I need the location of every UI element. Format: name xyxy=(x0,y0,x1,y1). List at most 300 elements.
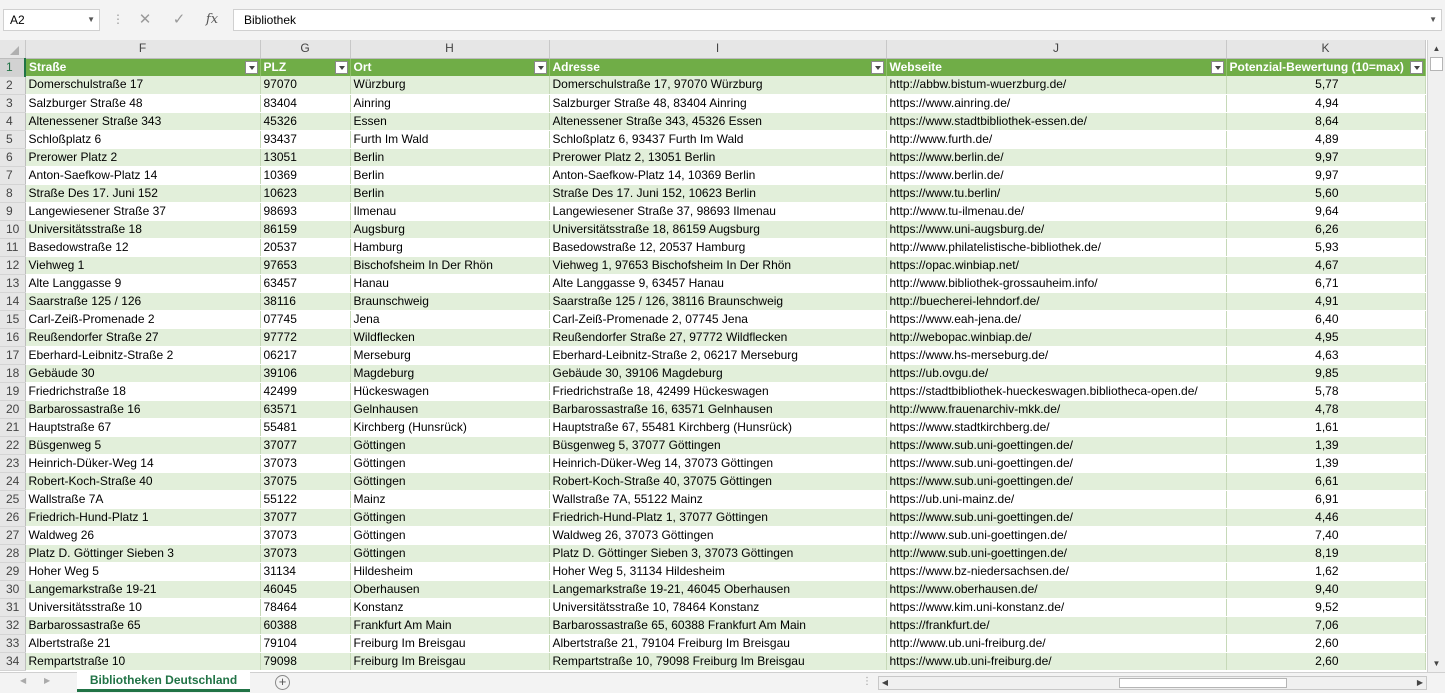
row-header[interactable]: 30 xyxy=(0,580,25,598)
cell-bewertung[interactable]: 7,40 xyxy=(1226,526,1425,544)
row-header[interactable]: 24 xyxy=(0,472,25,490)
table-row xyxy=(0,400,1425,418)
cell-plz[interactable]: 31134 xyxy=(260,562,350,580)
row-header[interactable]: 28 xyxy=(0,544,25,562)
cell-plz[interactable]: 37075 xyxy=(260,472,350,490)
table-row xyxy=(0,436,1425,454)
cell-webseite[interactable]: https://frankfurt.de/ xyxy=(886,616,1226,634)
cell-plz[interactable]: 37077 xyxy=(260,508,350,526)
header-label: Adresse xyxy=(552,59,600,74)
table-row xyxy=(0,130,1425,148)
column-header-g[interactable]: G xyxy=(260,40,350,58)
cell-ort[interactable]: Jena xyxy=(350,310,549,328)
table-row xyxy=(0,382,1425,400)
cell-adresse[interactable]: Anton-Saefkow-Platz 14, 10369 Berlin xyxy=(549,166,886,184)
cell-adresse[interactable]: Hoher Weg 5, 31134 Hildesheim xyxy=(549,562,886,580)
cell-strasse[interactable]: Friedrich-Hund-Platz 1 xyxy=(25,508,260,526)
cell-webseite[interactable]: https://stadtbibliothek-hueckeswagen.bibliotheca-open.de/ xyxy=(886,382,1226,400)
cell-webseite[interactable]: https://www.stadtkirchberg.de/ xyxy=(886,418,1226,436)
cell-ort[interactable]: Göttingen xyxy=(350,436,549,454)
cell-bewertung[interactable]: 4,46 xyxy=(1226,508,1425,526)
cell-plz[interactable]: 97070 xyxy=(260,76,350,94)
cell-plz[interactable]: 60388 xyxy=(260,616,350,634)
cell-ort[interactable]: Konstanz xyxy=(350,598,549,616)
add-sheet-icon[interactable]: + xyxy=(275,675,290,690)
cell-strasse[interactable]: Heinrich-Düker-Weg 14 xyxy=(25,454,260,472)
row-header[interactable]: 27 xyxy=(0,526,25,544)
cell-adresse[interactable]: Carl-Zeiß-Promenade 2, 07745 Jena xyxy=(549,310,886,328)
cell-strasse[interactable]: Langewiesener Straße 37 xyxy=(25,202,260,220)
cell-webseite[interactable]: https://ub.ovgu.de/ xyxy=(886,364,1226,382)
cell-webseite[interactable]: https://www.eah-jena.de/ xyxy=(886,310,1226,328)
cell-strasse[interactable]: Platz D. Göttinger Sieben 3 xyxy=(25,544,260,562)
cell-ort[interactable]: Berlin xyxy=(350,166,549,184)
table-row xyxy=(0,616,1425,634)
table-row xyxy=(0,580,1425,598)
cell-ort[interactable]: Göttingen xyxy=(350,544,549,562)
cell-adresse[interactable]: Barbarossastraße 16, 63571 Gelnhausen xyxy=(549,400,886,418)
cell-bewertung[interactable]: 6,91 xyxy=(1226,490,1425,508)
cell-webseite[interactable]: https://www.sub.uni-goettingen.de/ xyxy=(886,508,1226,526)
sheet-tab-bar xyxy=(0,672,1445,693)
table-row xyxy=(0,112,1425,130)
cell-strasse[interactable]: Anton-Saefkow-Platz 14 xyxy=(25,166,260,184)
cell-bewertung[interactable]: 2,60 xyxy=(1226,634,1425,652)
horizontal-scrollbar[interactable] xyxy=(878,676,1427,690)
row-header[interactable]: 21 xyxy=(0,418,25,436)
cell-webseite[interactable]: http://buecherei-lehndorf.de/ xyxy=(886,292,1226,310)
cell-ort[interactable]: Essen xyxy=(350,112,549,130)
table-header-cell[interactable] xyxy=(886,58,1226,76)
cell-adresse[interactable]: Viehweg 1, 97653 Bischofsheim In Der Rhön xyxy=(549,256,886,274)
name-box-value: A2 xyxy=(10,13,25,27)
cell-strasse[interactable]: Straße Des 17. Juni 152 xyxy=(25,184,260,202)
cell-plz[interactable]: 06217 xyxy=(260,346,350,364)
cell-strasse[interactable]: Büsgenweg 5 xyxy=(25,436,260,454)
cell-adresse[interactable]: Gebäude 30, 39106 Magdeburg xyxy=(549,364,886,382)
cell-plz[interactable]: 20537 xyxy=(260,238,350,256)
row-header[interactable]: 34 xyxy=(0,652,25,670)
cell-bewertung[interactable]: 8,19 xyxy=(1226,544,1425,562)
row-header[interactable]: 18 xyxy=(0,364,25,382)
cell-ort[interactable]: Magdeburg xyxy=(350,364,549,382)
column-header-f[interactable]: F xyxy=(25,40,260,58)
cell-plz[interactable]: 37073 xyxy=(260,454,350,472)
cell-strasse[interactable]: Basedowstraße 12 xyxy=(25,238,260,256)
cell-ort[interactable]: Hamburg xyxy=(350,238,549,256)
cell-bewertung[interactable]: 1,61 xyxy=(1226,418,1425,436)
cell-plz[interactable]: 79104 xyxy=(260,634,350,652)
cell-ort[interactable]: Ilmenau xyxy=(350,202,549,220)
cell-ort[interactable]: Hückeswagen xyxy=(350,382,549,400)
cell-ort[interactable]: Merseburg xyxy=(350,346,549,364)
cell-adresse[interactable]: Friedrichstraße 18, 42499 Hückeswagen xyxy=(549,382,886,400)
cell-adresse[interactable]: Saarstraße 125 / 126, 38116 Braunschweig xyxy=(549,292,886,310)
table-row xyxy=(0,256,1425,274)
filter-dropdown-icon[interactable] xyxy=(245,61,258,74)
cell-webseite[interactable]: https://www.tu.berlin/ xyxy=(886,184,1226,202)
table-row xyxy=(0,418,1425,436)
table-header-cell[interactable] xyxy=(350,58,549,76)
cell-adresse[interactable]: Friedrich-Hund-Platz 1, 37077 Göttingen xyxy=(549,508,886,526)
cell-webseite[interactable]: https://www.stadtbibliothek-essen.de/ xyxy=(886,112,1226,130)
cell-webseite[interactable]: http://abbw.bistum-wuerzburg.de/ xyxy=(886,76,1226,94)
cell-webseite[interactable]: http://webopac.winbiap.de/ xyxy=(886,328,1226,346)
table-header-cell[interactable] xyxy=(1226,58,1425,76)
cell-bewertung[interactable]: 1,39 xyxy=(1226,436,1425,454)
cell-strasse[interactable]: Hauptstraße 67 xyxy=(25,418,260,436)
cell-bewertung[interactable]: 4,91 xyxy=(1226,292,1425,310)
cell-webseite[interactable]: https://opac.winbiap.net/ xyxy=(886,256,1226,274)
cell-ort[interactable]: Mainz xyxy=(350,490,549,508)
cell-plz[interactable]: 55481 xyxy=(260,418,350,436)
prev-sheet-icon[interactable]: ◀ xyxy=(20,676,27,685)
cell-ort[interactable]: Freiburg Im Breisgau xyxy=(350,634,549,652)
cell-plz[interactable]: 97653 xyxy=(260,256,350,274)
cell-bewertung[interactable]: 5,78 xyxy=(1226,382,1425,400)
row-header[interactable]: 16 xyxy=(0,328,25,346)
cell-bewertung[interactable]: 8,64 xyxy=(1226,112,1425,130)
cell-adresse[interactable]: Universitätsstraße 18, 86159 Augsburg xyxy=(549,220,886,238)
cell-bewertung[interactable]: 6,26 xyxy=(1226,220,1425,238)
cell-adresse[interactable]: Universitätsstraße 10, 78464 Konstanz xyxy=(549,598,886,616)
row-header[interactable]: 3 xyxy=(0,94,25,112)
cell-adresse[interactable]: Barbarossastraße 65, 60388 Frankfurt Am Main xyxy=(549,616,886,634)
cell-ort[interactable]: Gelnhausen xyxy=(350,400,549,418)
cell-adresse[interactable]: Albertstraße 21, 79104 Freiburg Im Breisgau xyxy=(549,634,886,652)
cell-bewertung[interactable]: 4,95 xyxy=(1226,328,1425,346)
cell-bewertung[interactable]: 4,78 xyxy=(1226,400,1425,418)
cell-strasse[interactable]: Eberhard-Leibnitz-Straße 2 xyxy=(25,346,260,364)
filter-dropdown-icon[interactable] xyxy=(1410,61,1423,74)
cell-strasse[interactable]: Friedrichstraße 18 xyxy=(25,382,260,400)
row-header[interactable]: 4 xyxy=(0,112,25,130)
cell-strasse[interactable]: Langemarkstraße 19-21 xyxy=(25,580,260,598)
cell-adresse[interactable]: Büsgenweg 5, 37077 Göttingen xyxy=(549,436,886,454)
cell-plz[interactable]: 86159 xyxy=(260,220,350,238)
column-header-h[interactable]: H xyxy=(350,40,549,58)
table-header-cell[interactable] xyxy=(549,58,886,76)
cell-strasse[interactable]: Universitätsstraße 10 xyxy=(25,598,260,616)
row-header[interactable]: 9 xyxy=(0,202,25,220)
formula-bar-grip-icon[interactable]: ⋮ xyxy=(112,12,123,26)
cell-plz[interactable]: 10623 xyxy=(260,184,350,202)
cell-ort[interactable]: Würzburg xyxy=(350,76,549,94)
table-row xyxy=(0,544,1425,562)
cell-strasse[interactable]: Alte Langgasse 9 xyxy=(25,274,260,292)
cell-strasse[interactable]: Carl-Zeiß-Promenade 2 xyxy=(25,310,260,328)
cell-plz[interactable]: 93437 xyxy=(260,130,350,148)
cell-adresse[interactable]: Basedowstraße 12, 20537 Hamburg xyxy=(549,238,886,256)
next-sheet-icon[interactable]: ▶ xyxy=(44,676,51,685)
cell-strasse[interactable]: Waldweg 26 xyxy=(25,526,260,544)
cell-plz[interactable]: 39106 xyxy=(260,364,350,382)
cell-webseite[interactable]: https://www.hs-merseburg.de/ xyxy=(886,346,1226,364)
row-header[interactable]: 32 xyxy=(0,616,25,634)
cell-plz[interactable]: 13051 xyxy=(260,148,350,166)
formula-input-value: Bibliothek xyxy=(244,13,297,27)
table-header-cell[interactable] xyxy=(260,58,350,76)
cell-strasse[interactable]: Salzburger Straße 48 xyxy=(25,94,260,112)
row-header[interactable]: 7 xyxy=(0,166,25,184)
tab-splitter-icon[interactable]: ⋮ xyxy=(862,676,872,687)
cell-webseite[interactable]: http://www.sub.uni-goettingen.de/ xyxy=(886,544,1226,562)
cell-ort[interactable]: Augsburg xyxy=(350,220,549,238)
cell-adresse[interactable]: Domerschulstraße 17, 97070 Würzburg xyxy=(549,76,886,94)
header-label: Ort xyxy=(353,59,372,74)
cell-webseite[interactable]: https://www.berlin.de/ xyxy=(886,148,1226,166)
table-row xyxy=(0,274,1425,292)
cell-ort[interactable]: Berlin xyxy=(350,184,549,202)
row-header[interactable]: 22 xyxy=(0,436,25,454)
cell-strasse[interactable]: Robert-Koch-Straße 40 xyxy=(25,472,260,490)
row-header[interactable]: 33 xyxy=(0,634,25,652)
cell-webseite[interactable]: https://ub.uni-mainz.de/ xyxy=(886,490,1226,508)
scroll-up-icon[interactable]: ▲ xyxy=(1432,44,1441,53)
cell-plz[interactable]: 78464 xyxy=(260,598,350,616)
cell-webseite[interactable]: http://www.tu-ilmenau.de/ xyxy=(886,202,1226,220)
cell-bewertung[interactable]: 9,52 xyxy=(1226,598,1425,616)
cell-bewertung[interactable]: 9,40 xyxy=(1226,580,1425,598)
cell-webseite[interactable]: http://www.furth.de/ xyxy=(886,130,1226,148)
cell-ort[interactable]: Bischofsheim In Der Rhön xyxy=(350,256,549,274)
cell-adresse[interactable]: Heinrich-Düker-Weg 14, 37073 Göttingen xyxy=(549,454,886,472)
fx-icon[interactable]: fx xyxy=(205,12,219,27)
formula-input[interactable] xyxy=(233,9,1442,31)
cell-ort[interactable]: Göttingen xyxy=(350,472,549,490)
cell-webseite[interactable]: https://www.ainring.de/ xyxy=(886,94,1226,112)
row-header[interactable]: 13 xyxy=(0,274,25,292)
filter-dropdown-icon[interactable] xyxy=(335,61,348,74)
formula-expand-icon[interactable]: ▼ xyxy=(1429,15,1437,24)
cell-plz[interactable]: 42499 xyxy=(260,382,350,400)
cell-ort[interactable]: Hanau xyxy=(350,274,549,292)
cell-strasse[interactable]: Barbarossastraße 16 xyxy=(25,400,260,418)
spreadsheet-table xyxy=(0,40,1426,671)
row-header[interactable]: 14 xyxy=(0,292,25,310)
cell-adresse[interactable]: Langemarkstraße 19-21, 46045 Oberhausen xyxy=(549,580,886,598)
select-all-corner[interactable] xyxy=(0,40,25,58)
row-header[interactable]: 29 xyxy=(0,562,25,580)
name-box[interactable] xyxy=(3,9,100,31)
cell-strasse[interactable]: Domerschulstraße 17 xyxy=(25,76,260,94)
cell-bewertung[interactable]: 9,97 xyxy=(1226,166,1425,184)
cell-strasse[interactable]: Hoher Weg 5 xyxy=(25,562,260,580)
row-header[interactable]: 15 xyxy=(0,310,25,328)
row-header[interactable]: 25 xyxy=(0,490,25,508)
cell-strasse[interactable]: Barbarossastraße 65 xyxy=(25,616,260,634)
filter-dropdown-icon[interactable] xyxy=(534,61,547,74)
cell-bewertung[interactable]: 1,62 xyxy=(1226,562,1425,580)
cell-ort[interactable]: Hildesheim xyxy=(350,562,549,580)
cell-webseite[interactable]: http://www.frauenarchiv-mkk.de/ xyxy=(886,400,1226,418)
cell-ort[interactable]: Oberhausen xyxy=(350,580,549,598)
cell-plz[interactable]: 07745 xyxy=(260,310,350,328)
cell-bewertung[interactable]: 7,06 xyxy=(1226,616,1425,634)
table-row xyxy=(0,652,1425,670)
cell-bewertung[interactable]: 4,94 xyxy=(1226,94,1425,112)
cell-strasse[interactable]: Viehweg 1 xyxy=(25,256,260,274)
cell-adresse[interactable]: Eberhard-Leibnitz-Straße 2, 06217 Merseburg xyxy=(549,346,886,364)
cell-webseite[interactable]: https://www.berlin.de/ xyxy=(886,166,1226,184)
cell-strasse[interactable]: Altenessener Straße 343 xyxy=(25,112,260,130)
table-row xyxy=(0,310,1425,328)
cell-webseite[interactable]: https://www.uni-augsburg.de/ xyxy=(886,220,1226,238)
cell-plz[interactable]: 55122 xyxy=(260,490,350,508)
cell-plz[interactable]: 37077 xyxy=(260,436,350,454)
cell-webseite[interactable]: https://www.oberhausen.de/ xyxy=(886,580,1226,598)
row-header[interactable]: 17 xyxy=(0,346,25,364)
cell-ort[interactable]: Göttingen xyxy=(350,508,549,526)
row-header[interactable]: 10 xyxy=(0,220,25,238)
cell-plz[interactable]: 79098 xyxy=(260,652,350,670)
column-header-k[interactable]: K xyxy=(1226,40,1425,58)
cell-strasse[interactable]: Wallstraße 7A xyxy=(25,490,260,508)
cell-plz[interactable]: 45326 xyxy=(260,112,350,130)
cell-strasse[interactable]: Saarstraße 125 / 126 xyxy=(25,292,260,310)
cell-ort[interactable]: Furth Im Wald xyxy=(350,130,549,148)
scroll-left-icon[interactable]: ◀ xyxy=(881,678,889,687)
cell-strasse[interactable]: Reußendorfer Straße 27 xyxy=(25,328,260,346)
cell-ort[interactable]: Berlin xyxy=(350,148,549,166)
table-header-cell[interactable] xyxy=(25,58,260,76)
cell-plz[interactable]: 37073 xyxy=(260,544,350,562)
filter-dropdown-icon[interactable] xyxy=(1211,61,1224,74)
cell-webseite[interactable]: http://www.bibliothek-grossauheim.info/ xyxy=(886,274,1226,292)
cell-ort[interactable]: Kirchberg (Hunsrück) xyxy=(350,418,549,436)
cell-plz[interactable]: 97772 xyxy=(260,328,350,346)
table-row xyxy=(0,562,1425,580)
cell-plz[interactable]: 46045 xyxy=(260,580,350,598)
cell-adresse[interactable]: Reußendorfer Straße 27, 97772 Wildflecken xyxy=(549,328,886,346)
cell-plz[interactable]: 63457 xyxy=(260,274,350,292)
cell-strasse[interactable]: Rempartstraße 10 xyxy=(25,652,260,670)
name-box-dropdown-icon[interactable]: ▼ xyxy=(87,15,95,24)
cell-adresse[interactable]: Hauptstraße 67, 55481 Kirchberg (Hunsrück) xyxy=(549,418,886,436)
cell-adresse[interactable]: Langewiesener Straße 37, 98693 Ilmenau xyxy=(549,202,886,220)
cell-adresse[interactable]: Alte Langgasse 9, 63457 Hanau xyxy=(549,274,886,292)
cell-bewertung[interactable]: 9,97 xyxy=(1226,148,1425,166)
row-header[interactable]: 5 xyxy=(0,130,25,148)
row-header[interactable]: 1 xyxy=(0,58,25,76)
cell-webseite[interactable]: https://www.sub.uni-goettingen.de/ xyxy=(886,454,1226,472)
cell-strasse[interactable]: Schloßplatz 6 xyxy=(25,130,260,148)
cell-bewertung[interactable]: 6,71 xyxy=(1226,274,1425,292)
row-header[interactable]: 20 xyxy=(0,400,25,418)
column-header-i[interactable]: I xyxy=(549,40,886,58)
cell-adresse[interactable]: Salzburger Straße 48, 83404 Ainring xyxy=(549,94,886,112)
cell-ort[interactable]: Freiburg Im Breisgau xyxy=(350,652,549,670)
cell-ort[interactable]: Göttingen xyxy=(350,454,549,472)
cell-plz[interactable]: 83404 xyxy=(260,94,350,112)
row-header[interactable]: 12 xyxy=(0,256,25,274)
cell-adresse[interactable]: Straße Des 17. Juni 152, 10623 Berlin xyxy=(549,184,886,202)
cell-adresse[interactable]: Altenessener Straße 343, 45326 Essen xyxy=(549,112,886,130)
column-header-j[interactable]: J xyxy=(886,40,1226,58)
row-header[interactable]: 6 xyxy=(0,148,25,166)
cell-bewertung[interactable]: 6,61 xyxy=(1226,472,1425,490)
cell-adresse[interactable]: Platz D. Göttinger Sieben 3, 37073 Göttingen xyxy=(549,544,886,562)
worksheet-grid[interactable] xyxy=(0,40,1427,672)
filter-dropdown-icon[interactable] xyxy=(871,61,884,74)
cell-webseite[interactable]: https://www.sub.uni-goettingen.de/ xyxy=(886,472,1226,490)
table-row xyxy=(0,148,1425,166)
sheet-tab-bibliotheken-deutschland[interactable]: Bibliotheken Deutschland xyxy=(77,672,250,692)
cell-adresse[interactable]: Schloßplatz 6, 93437 Furth Im Wald xyxy=(549,130,886,148)
cell-bewertung[interactable]: 4,63 xyxy=(1226,346,1425,364)
cell-webseite[interactable]: http://www.sub.uni-goettingen.de/ xyxy=(886,526,1226,544)
cell-adresse[interactable]: Prerower Platz 2, 13051 Berlin xyxy=(549,148,886,166)
vertical-scroll-thumb[interactable] xyxy=(1430,57,1443,71)
cell-bewertung[interactable]: 5,77 xyxy=(1226,76,1425,94)
cell-ort[interactable]: Göttingen xyxy=(350,526,549,544)
cell-bewertung[interactable]: 9,85 xyxy=(1226,364,1425,382)
row-header[interactable]: 8 xyxy=(0,184,25,202)
cell-bewertung[interactable]: 9,64 xyxy=(1226,202,1425,220)
cell-bewertung[interactable]: 4,67 xyxy=(1226,256,1425,274)
scroll-right-icon[interactable]: ▶ xyxy=(1416,678,1424,687)
horizontal-scroll-thumb[interactable] xyxy=(1119,678,1287,688)
row-header[interactable]: 23 xyxy=(0,454,25,472)
cell-ort[interactable]: Braunschweig xyxy=(350,292,549,310)
cell-ort[interactable]: Wildflecken xyxy=(350,328,549,346)
cell-bewertung[interactable]: 4,89 xyxy=(1226,130,1425,148)
row-header[interactable]: 2 xyxy=(0,76,25,94)
cell-adresse[interactable]: Rempartstraße 10, 79098 Freiburg Im Breisgau xyxy=(549,652,886,670)
enter-check-icon[interactable]: ✓ xyxy=(172,11,186,28)
cell-plz[interactable]: 10369 xyxy=(260,166,350,184)
cell-strasse[interactable]: Universitätsstraße 18 xyxy=(25,220,260,238)
scroll-down-icon[interactable]: ▼ xyxy=(1432,659,1441,668)
cell-adresse[interactable]: Robert-Koch-Straße 40, 37075 Göttingen xyxy=(549,472,886,490)
header-label: Webseite xyxy=(889,59,942,74)
cell-strasse[interactable]: Albertstraße 21 xyxy=(25,634,260,652)
cell-bewertung[interactable]: 1,39 xyxy=(1226,454,1425,472)
row-header[interactable]: 26 xyxy=(0,508,25,526)
table-row xyxy=(0,184,1425,202)
cell-ort[interactable]: Ainring xyxy=(350,94,549,112)
cell-webseite[interactable]: http://www.philatelistische-bibliothek.de/ xyxy=(886,238,1226,256)
row-header[interactable]: 31 xyxy=(0,598,25,616)
cell-plz[interactable]: 37073 xyxy=(260,526,350,544)
table-row xyxy=(0,328,1425,346)
cell-strasse[interactable]: Prerower Platz 2 xyxy=(25,148,260,166)
formula-bar xyxy=(0,0,1445,40)
cell-webseite[interactable]: http://www.ub.uni-freiburg.de/ xyxy=(886,634,1226,652)
cell-strasse[interactable]: Gebäude 30 xyxy=(25,364,260,382)
cell-ort[interactable]: Frankfurt Am Main xyxy=(350,616,549,634)
row-header[interactable]: 11 xyxy=(0,238,25,256)
cell-bewertung[interactable]: 6,40 xyxy=(1226,310,1425,328)
cell-adresse[interactable]: Wallstraße 7A, 55122 Mainz xyxy=(549,490,886,508)
cell-webseite[interactable]: https://www.sub.uni-goettingen.de/ xyxy=(886,436,1226,454)
cell-adresse[interactable]: Waldweg 26, 37073 Göttingen xyxy=(549,526,886,544)
cell-webseite[interactable]: https://www.ub.uni-freiburg.de/ xyxy=(886,652,1226,670)
cell-webseite[interactable]: https://www.kim.uni-konstanz.de/ xyxy=(886,598,1226,616)
cell-plz[interactable]: 98693 xyxy=(260,202,350,220)
row-header[interactable]: 19 xyxy=(0,382,25,400)
vertical-scrollbar[interactable] xyxy=(1427,40,1445,672)
cell-plz[interactable]: 63571 xyxy=(260,400,350,418)
table-row xyxy=(0,346,1425,364)
cancel-x-icon[interactable]: ✕ xyxy=(138,11,152,28)
cell-plz[interactable]: 38116 xyxy=(260,292,350,310)
table-row xyxy=(0,634,1425,652)
cell-bewertung[interactable]: 5,93 xyxy=(1226,238,1425,256)
cell-bewertung[interactable]: 2,60 xyxy=(1226,652,1425,670)
cell-webseite[interactable]: https://www.bz-niedersachsen.de/ xyxy=(886,562,1226,580)
cell-bewertung[interactable]: 5,60 xyxy=(1226,184,1425,202)
